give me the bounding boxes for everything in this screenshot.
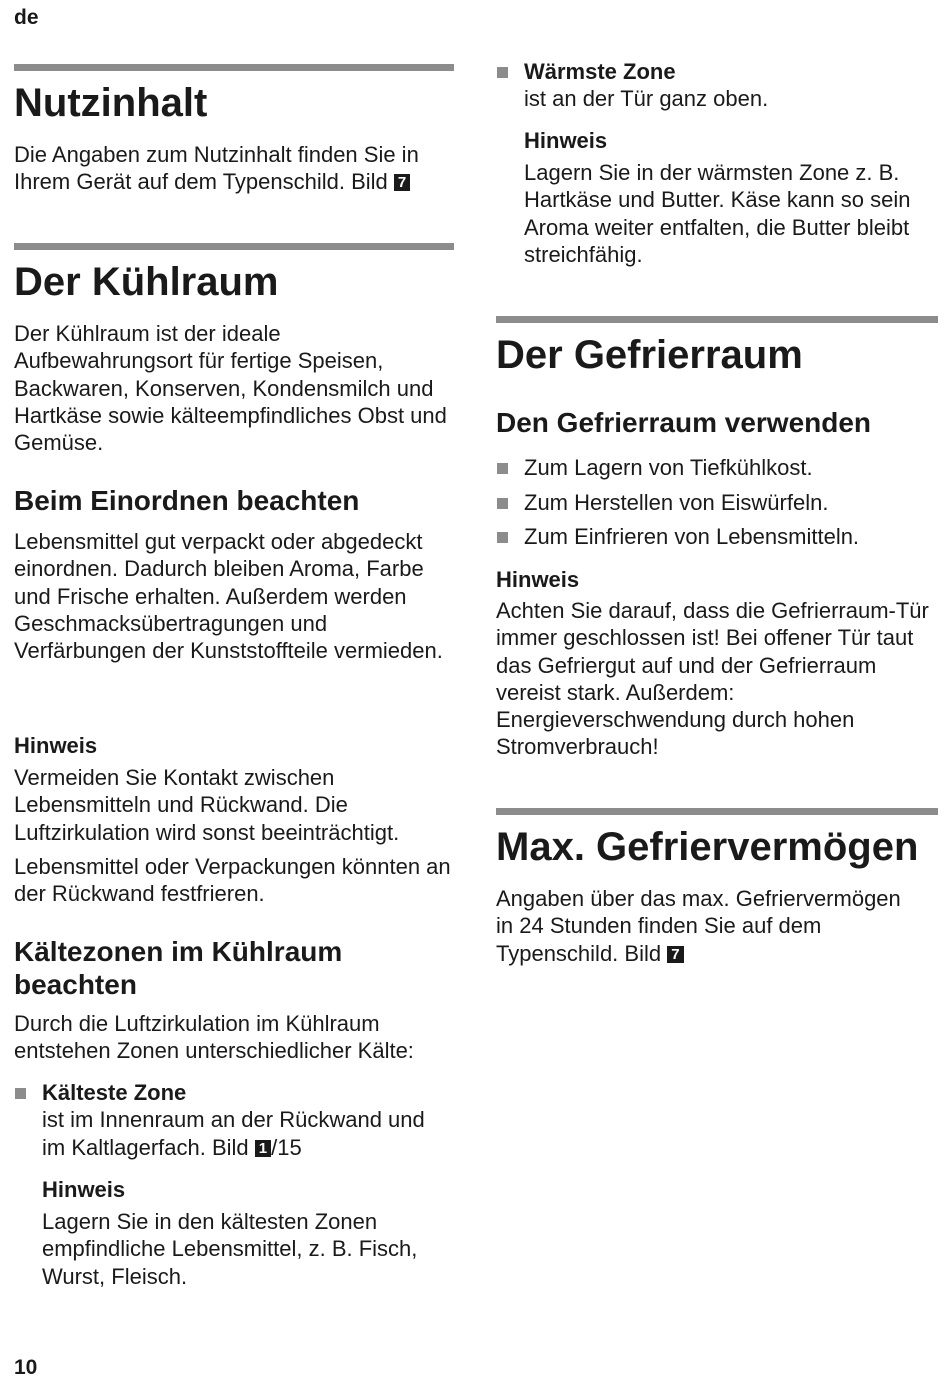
bullet-waermste-zone: Wärmste Zone ist an der Tür ganz oben. xyxy=(496,58,938,113)
gefrierraum-hint-text: Achten Sie darauf, dass die Gefrierraum-Tür immer geschlossen ist! Bei offener Tür taut das Gefriergut auf und der Gefrierraum vereist stark. Außerdem: Energieverschwendung durch hohen Stromverbrauch! xyxy=(496,598,929,760)
page-number: 10 xyxy=(14,1356,38,1379)
nutzinhalt-text: Die Angaben zum Nutzinhalt finden Sie in Ihrem Gerät auf dem Typenschild. Bild 7 xyxy=(14,142,419,195)
kaeltezonen-text: Durch die Luftzirkulation im Kühlraum entstehen Zonen unterschiedlicher Kälte: xyxy=(14,1011,414,1064)
list-item: Zum Lagern von Tiefkühlkost. xyxy=(496,454,938,481)
gefriervermoegen-text: Angaben über das max. Gefriervermögen in 24 Stunden finden Sie auf dem Typenschild. Bild 7 xyxy=(496,886,901,966)
hint-title: Hinweis xyxy=(524,128,608,153)
heading-einordnen: Beim Einordnen beachten xyxy=(14,485,360,516)
section-rule xyxy=(496,808,938,815)
heading-gefrierraum: Der Gefrierraum xyxy=(496,333,803,377)
zone-title: Wärmste Zone xyxy=(524,59,676,84)
bullet-kaelteste-zone: Kälteste Zone ist im Innenraum an der Rückwand und im Kaltlagerfach. Bild 1 /15 xyxy=(14,1079,454,1161)
einordnen-text: Lebensmittel gut verpackt oder abgedeckt einordnen. Dadurch bleiben Aroma, Farbe und Frische erhalten. Außerdem werden Geschmacksübertragungen und Verfärbungen der Kunststoffteile vermieden. xyxy=(14,529,443,664)
section-rule xyxy=(14,243,454,250)
list-item: Zum Einfrieren von Lebensmitteln. xyxy=(496,523,938,550)
zone-title: Kälteste Zone xyxy=(42,1080,187,1105)
kaeltezonen-hint-text: Lagern Sie in den kältesten Zonen empfindliche Lebensmittel, z. B. Fisch, Wurst, Fleisch. xyxy=(42,1209,418,1289)
figure-ref-badge: 1 xyxy=(255,1140,271,1157)
heading-nutzinhalt: Nutzinhalt xyxy=(14,81,208,125)
einordnen-hint-text: Vermeiden Sie Kontakt zwischen Lebensmitteln und Rückwand. Die Luftzirkulation wird sonst beeinträchtigt. xyxy=(14,765,400,845)
hint-title: Hinweis xyxy=(42,1177,126,1202)
figure-ref-badge: 7 xyxy=(394,174,410,191)
list-item: Zum Herstellen von Eiswürfeln. xyxy=(496,489,938,516)
waermste-hint-text: Lagern Sie in der wärmsten Zone z. B. Hartkäse und Butter. Käse kann so sein Aroma weiter entfalten, die Butter bleibt streichfähig. xyxy=(524,160,911,267)
language-label: de xyxy=(14,6,39,29)
heading-gefriervermoegen: Max. Gefriervermögen xyxy=(496,825,919,869)
figure-ref-badge: 7 xyxy=(667,946,683,963)
hint-title: Hinweis xyxy=(14,733,98,758)
section-rule xyxy=(496,316,938,323)
heading-gefrierraum-verwenden: Den Gefrierraum verwenden xyxy=(496,407,872,438)
section-rule xyxy=(14,64,454,71)
einordnen-hint-text-2: Lebensmittel oder Verpackungen könnten an der Rückwand festfrieren. xyxy=(14,854,451,907)
heading-kaeltezonen: Kältezonen im Kühlraum beachten xyxy=(14,936,343,1000)
heading-kuehlraum: Der Kühlraum xyxy=(14,260,279,304)
kuehlraum-text: Der Kühlraum ist der ideale Aufbewahrungsort für fertige Speisen, Backwaren, Konserven, Kondensmilch und Hartkäse sowie kälteempfindliches Obst und Gemüse. xyxy=(14,321,447,456)
hint-title: Hinweis xyxy=(496,567,580,592)
